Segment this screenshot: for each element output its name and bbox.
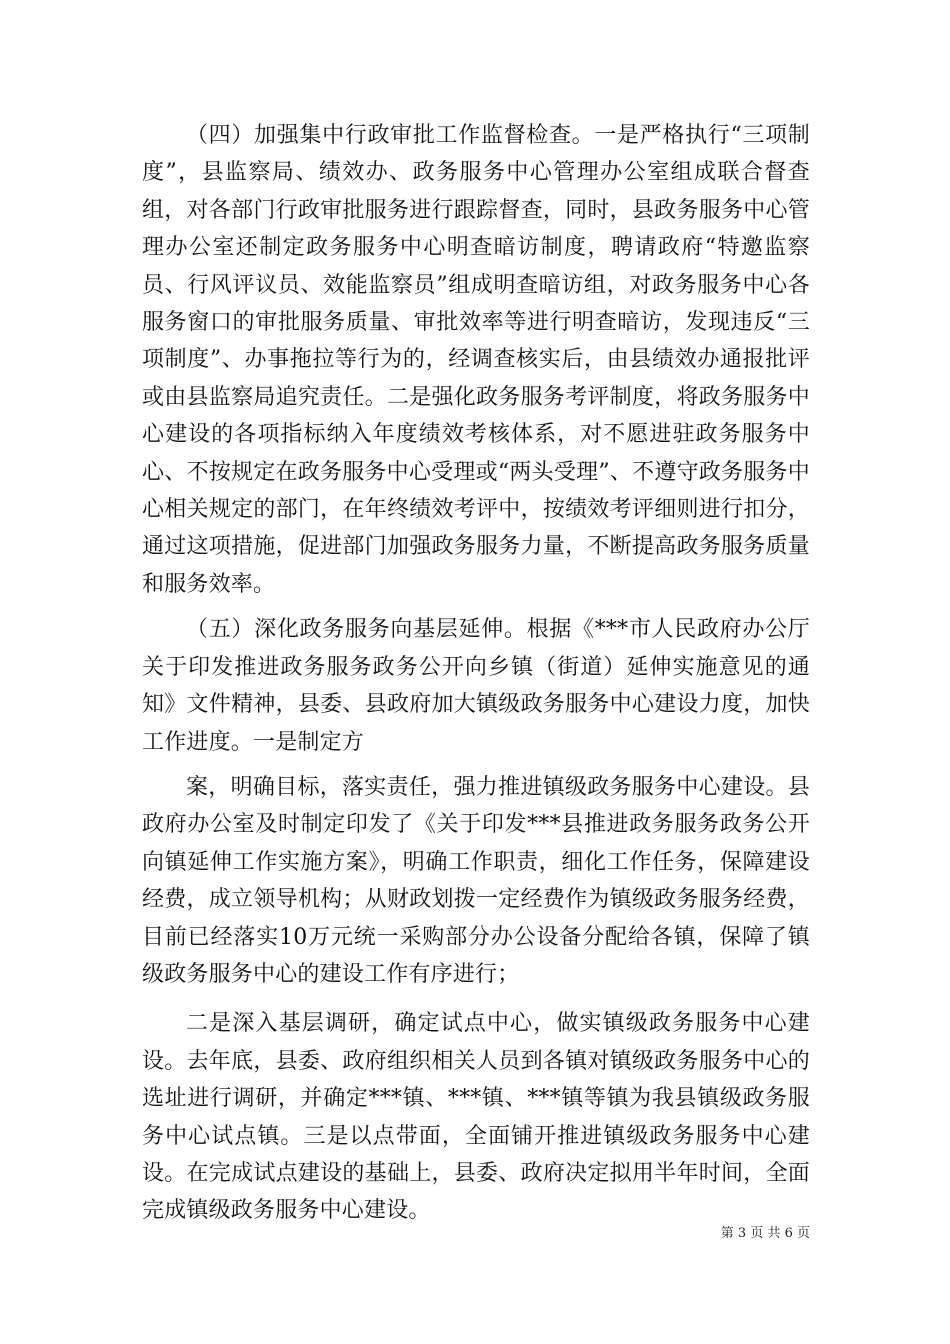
page-number: 第 3 页 共 6 页 [720,1226,810,1241]
paragraph-plan: 案，明确目标，落实责任，强力推进镇级政务服务中心建设。县政府办公室及时制定印发了《关于印发***县推进政务服务政务公开向镇延伸工作实施方案》，明确工作职责，细化工作任务，保障建设经费，成立领导机构；从财政划拨一定经费作为镇级政务服务经费，目前已经落实10万元统一采购部分办公设备分配给各镇，保障了镇级政务服务中心的建设工作有序进行； [142,774,810,987]
paragraph-research: 二是深入基层调研，确定试点中心，做实镇级政务服务中心建设。去年底，县委、政府组织相关人员到各镇对镇级政务服务中心的选址进行调研，并确定***镇、***镇、***镇等镇为我县镇级政务服务中心试点镇。三是以点带面，全面铺开推进镇级政务服务中心建设。在完成试点建设的基础上，县委、政府决定拟用半年时间，全面完成镇级政务服务中心建设。 [142,1011,810,1224]
document-body [142,117,810,1230]
paragraph-extension: （五）深化政务服务向基层延伸。根据《***市人民政府办公厅关于印发推进政务服务政务公开向乡镇（街道）延伸实施意见的通知》文件精神，县委、县政府加大镇级政务服务中心建设力度，加快工作进度。一是制定方 [142,617,810,755]
paragraph-supervision: （四）加强集中行政审批工作监督检查。一是严格执行“三项制度”，县监察局、绩效办、政务服务中心管理办公室组成联合督查组，对各部门行政审批服务进行跟踪督查，同时，县政务服务中心管理办公室还制定政务服务中心明查暗访制度，聘请政府“特邀监察员、行风评议员、效能监察员”组成明查暗访组，对政务服务中心各服务窗口的审批服务质量、审批效率等进行明查暗访，发现违反“三项制度”、办事拖拉等行为的，经调查核实后，由县绩效办通报批评或由县监察局追究责任。二是强化政务服务考评制度，将政务服务中心建设的各项指标纳入年度绩效考核体系，对不愿进驻政务服务中心、不按规定在政务服务中心受理或“两头受理”、不遵守政务服务中心相关规定的部门，在年终绩效考评中，按绩效考评细则进行扣分，通过这项措施，促进部门加强政务服务力量，不断提高政务服务质量和服务效率。 [142,123,810,597]
